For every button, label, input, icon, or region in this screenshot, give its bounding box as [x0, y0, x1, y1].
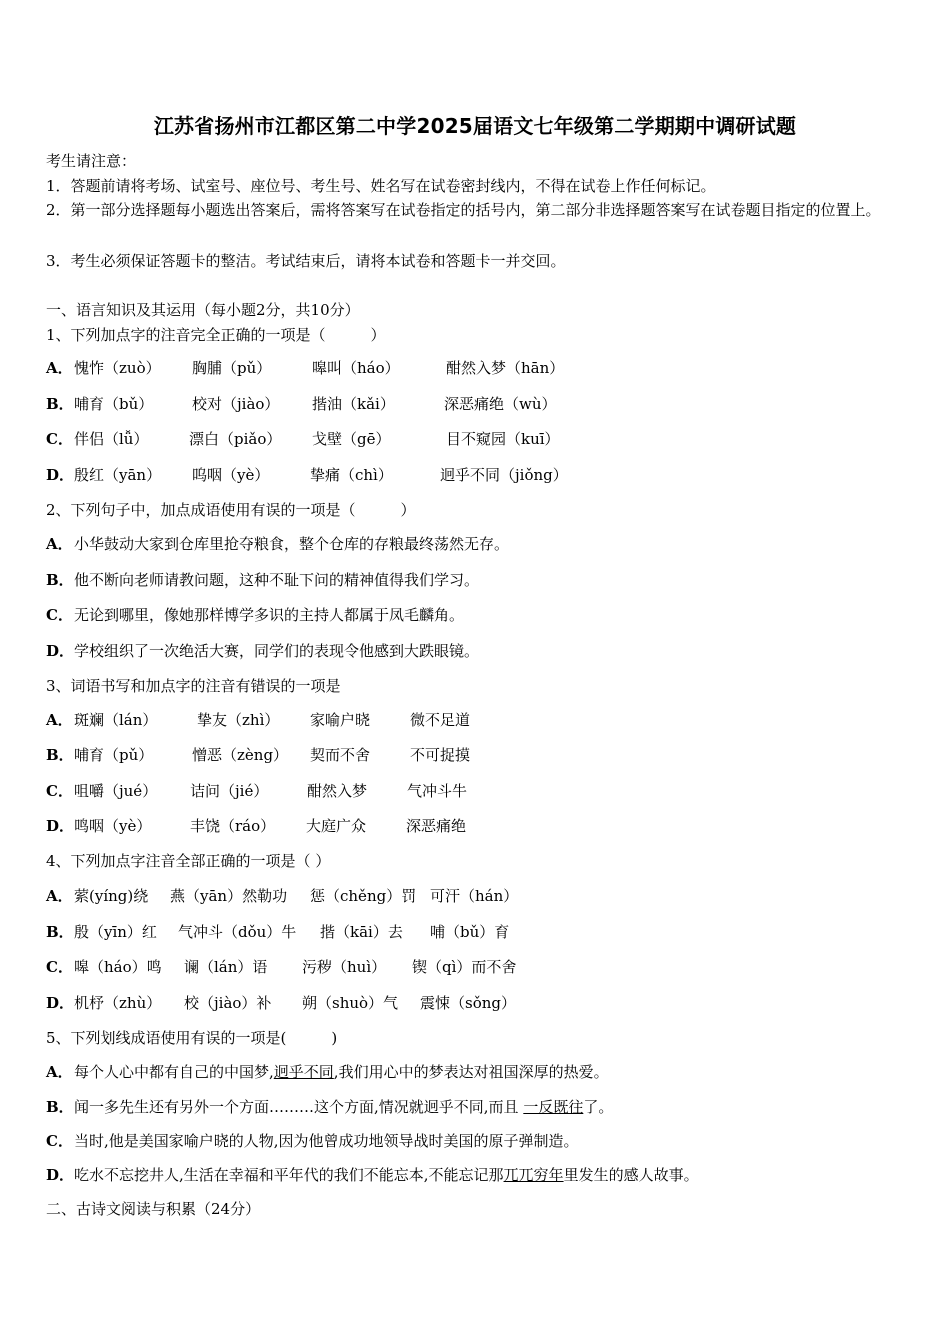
option-text-pre: 吃水不忘挖井人,生活在幸福和平年代的我们不能忘本,不能忘记那 — [74, 1166, 504, 1184]
notice-item-1: 1．答题前请将考场、试室号、座位号、考生号、姓名写在试卷密封线内，不得在试卷上作任何标记。 — [46, 177, 716, 195]
option-item: 家喻户晓 — [310, 711, 371, 729]
question-1-stem: 1、下列加点字的注音完全正确的一项是（ ） — [46, 326, 386, 344]
option-item: 哺育（bǔ） — [74, 395, 154, 413]
option-item: 锲（qì）而不舍 — [412, 958, 517, 976]
underlined-idiom: 迥乎不同 — [273, 1063, 334, 1081]
option-item: 丰饶（ráo） — [190, 817, 276, 835]
option-item: 揩（kāi）去 — [320, 923, 403, 941]
option-item: 漂白（piǎo） — [189, 430, 282, 448]
option-item: 微不足道 — [410, 711, 471, 729]
option-item: 揩油（kǎi） — [312, 395, 395, 413]
option-item: 殷红（yān） — [74, 466, 162, 484]
question-1-option-a — [46, 358, 564, 378]
option-label: A． — [46, 711, 73, 729]
notice-item-2: 2．第一部分选择题每小题选出答案后，需将答案写在试卷指定的括号内，第二部分非选择题答案写在试卷题目指定的位置上。 — [46, 201, 881, 219]
option-item: 大庭广众 — [306, 817, 367, 835]
option-text-post: 里发生的感人故事。 — [563, 1166, 699, 1184]
question-1-option-b — [46, 394, 557, 414]
option-label: D． — [46, 994, 75, 1012]
option-label: D． — [46, 642, 75, 660]
option-item: 气冲斗牛 — [407, 782, 468, 800]
question-1-option-c — [46, 429, 560, 449]
option-label: A． — [46, 1063, 73, 1081]
question-4-stem: 4、下列加点字注音全部正确的一项是（ ） — [46, 852, 331, 870]
option-item: 挚痛（chì） — [310, 466, 393, 484]
option-text-post: ,我们用心中的梦表达对祖国深厚的热爱。 — [333, 1063, 609, 1081]
option-item: 气冲斗（dǒu）牛 — [178, 923, 297, 941]
option-item: 震悚（sǒng） — [420, 994, 516, 1012]
option-label: A． — [46, 359, 73, 377]
option-item: 挚友（zhì） — [197, 711, 280, 729]
option-label: B． — [46, 395, 74, 413]
option-label: B． — [46, 1098, 74, 1116]
option-item: 胸脯（pǔ） — [192, 359, 272, 377]
option-item: 可汗（hán） — [430, 887, 519, 905]
option-text-pre: 闻一多先生还有另外一个方面………这个方面,情况就迥乎不同,而且 — [74, 1098, 524, 1116]
option-item: 呜咽（yè） — [192, 466, 270, 484]
section-2-heading: 二、古诗文阅读与积累（24分） — [46, 1200, 261, 1218]
question-5-option-c — [46, 1131, 579, 1151]
option-text-pre: 当时,他是美国家喻户晓的人物,因为他曾成功地领导战时美国的原子弹制造。 — [74, 1132, 579, 1150]
option-item: 酣然入梦 — [307, 782, 368, 800]
option-item: 诘问（jié） — [190, 782, 269, 800]
option-item: 哺育（pǔ） — [74, 746, 154, 764]
option-item: 谰（lán）语 — [184, 958, 268, 976]
option-label: D． — [46, 817, 75, 835]
question-1-option-d — [46, 465, 568, 485]
question-2-option-b — [46, 570, 479, 590]
question-5-option-b — [46, 1097, 613, 1117]
option-item: 斑斓（lán） — [74, 711, 158, 729]
question-3-stem: 3、词语书写和加点字的注音有错误的一项是 — [46, 677, 341, 695]
option-item: 嗥（háo）鸣 — [74, 958, 162, 976]
question-5-option-a — [46, 1062, 609, 1082]
option-item: 污秽（huì） — [302, 958, 387, 976]
question-3-option-d — [46, 816, 466, 836]
option-item: 哺（bǔ）育 — [430, 923, 510, 941]
option-item: 鸣咽（yè） — [74, 817, 152, 835]
option-label: C． — [46, 782, 73, 800]
option-item: 萦(yíng)绕 — [74, 887, 149, 905]
option-label: B． — [46, 571, 74, 589]
option-text-post: 了。 — [583, 1098, 614, 1116]
question-2-option-a — [46, 534, 509, 554]
question-3-option-a — [46, 710, 470, 730]
option-item: 憎恶（zèng） — [192, 746, 289, 764]
option-label: A． — [46, 887, 73, 905]
option-item: 惩（chěng）罚 — [310, 887, 417, 905]
option-item: 校对（jiào） — [192, 395, 280, 413]
underlined-idiom: 兀兀穷年 — [503, 1166, 564, 1184]
option-label: A． — [46, 535, 73, 553]
question-4-option-a — [46, 886, 518, 906]
option-text: 他不断向老师请教问题，这种不耻下问的精神值得我们学习。 — [74, 571, 480, 589]
option-item: 殷（yīn）红 — [74, 923, 157, 941]
option-item: 目不窥园（kuī） — [446, 430, 560, 448]
option-item: 校（jiào）补 — [184, 994, 272, 1012]
option-item: 朔（shuò）气 — [302, 994, 399, 1012]
question-5-stem: 5、下列划线成语使用有误的一项是( ) — [46, 1029, 338, 1047]
option-text-pre: 每个人心中都有自己的中国梦, — [74, 1063, 274, 1081]
question-4-option-c — [46, 957, 516, 977]
question-3-option-b — [46, 745, 470, 765]
option-item: 深恶痛绝 — [406, 817, 467, 835]
option-text: 小华鼓动大家到仓库里抢夺粮食，整个仓库的存粮最终荡然无存。 — [74, 535, 510, 553]
option-item: 不可捉摸 — [410, 746, 471, 764]
option-item: 迥乎不同（jiǒng） — [440, 466, 568, 484]
option-item: 咀嚼（jué） — [74, 782, 158, 800]
option-label: C． — [46, 606, 73, 624]
notice-heading: 考生请注意： — [46, 152, 137, 170]
question-2-stem: 2、下列句子中，加点成语使用有误的一项是（ ） — [46, 501, 416, 519]
option-item: 燕（yān）然勒功 — [170, 887, 288, 905]
option-item: 契而不舍 — [310, 746, 371, 764]
option-label: D． — [46, 1166, 75, 1184]
option-label: D． — [46, 466, 75, 484]
option-text: 学校组织了一次绝活大赛，同学们的表现令他感到大跌眼镜。 — [74, 642, 480, 660]
option-item: 深恶痛绝（wù） — [444, 395, 557, 413]
option-label: B． — [46, 923, 74, 941]
option-label: C． — [46, 958, 73, 976]
section-1-heading: 一、语言知识及其运用（每小题2分，共10分） — [46, 301, 360, 319]
option-item: 愧怍（zuò） — [74, 359, 161, 377]
option-item: 伴侣（lǚ） — [74, 430, 149, 448]
question-3-option-c — [46, 781, 467, 801]
option-label: C． — [46, 1132, 73, 1150]
option-item: 酣然入梦（hān） — [446, 359, 565, 377]
underlined-idiom: 一反既往 — [523, 1098, 584, 1116]
question-4-option-d — [46, 993, 516, 1013]
option-item: 嗥叫（háo） — [312, 359, 400, 377]
option-label: C． — [46, 430, 73, 448]
question-4-option-b — [46, 922, 509, 942]
question-5-option-d — [46, 1165, 699, 1185]
question-2-option-c — [46, 605, 464, 625]
option-text: 无论到哪里，像她那样博学多识的主持人都属于凤毛麟角。 — [74, 606, 465, 624]
option-item: 机杼（zhù） — [74, 994, 162, 1012]
option-item: 戈壁（gē） — [312, 430, 391, 448]
option-label: B． — [46, 746, 74, 764]
notice-item-3: 3．考生必须保证答题卡的整洁。考试结束后，请将本试卷和答题卡一并交回。 — [46, 252, 566, 270]
question-2-option-d — [46, 641, 479, 661]
page-title: 江苏省扬州市江都区第二中学2025届语文七年级第二学期期中调研试题 — [153, 114, 797, 138]
